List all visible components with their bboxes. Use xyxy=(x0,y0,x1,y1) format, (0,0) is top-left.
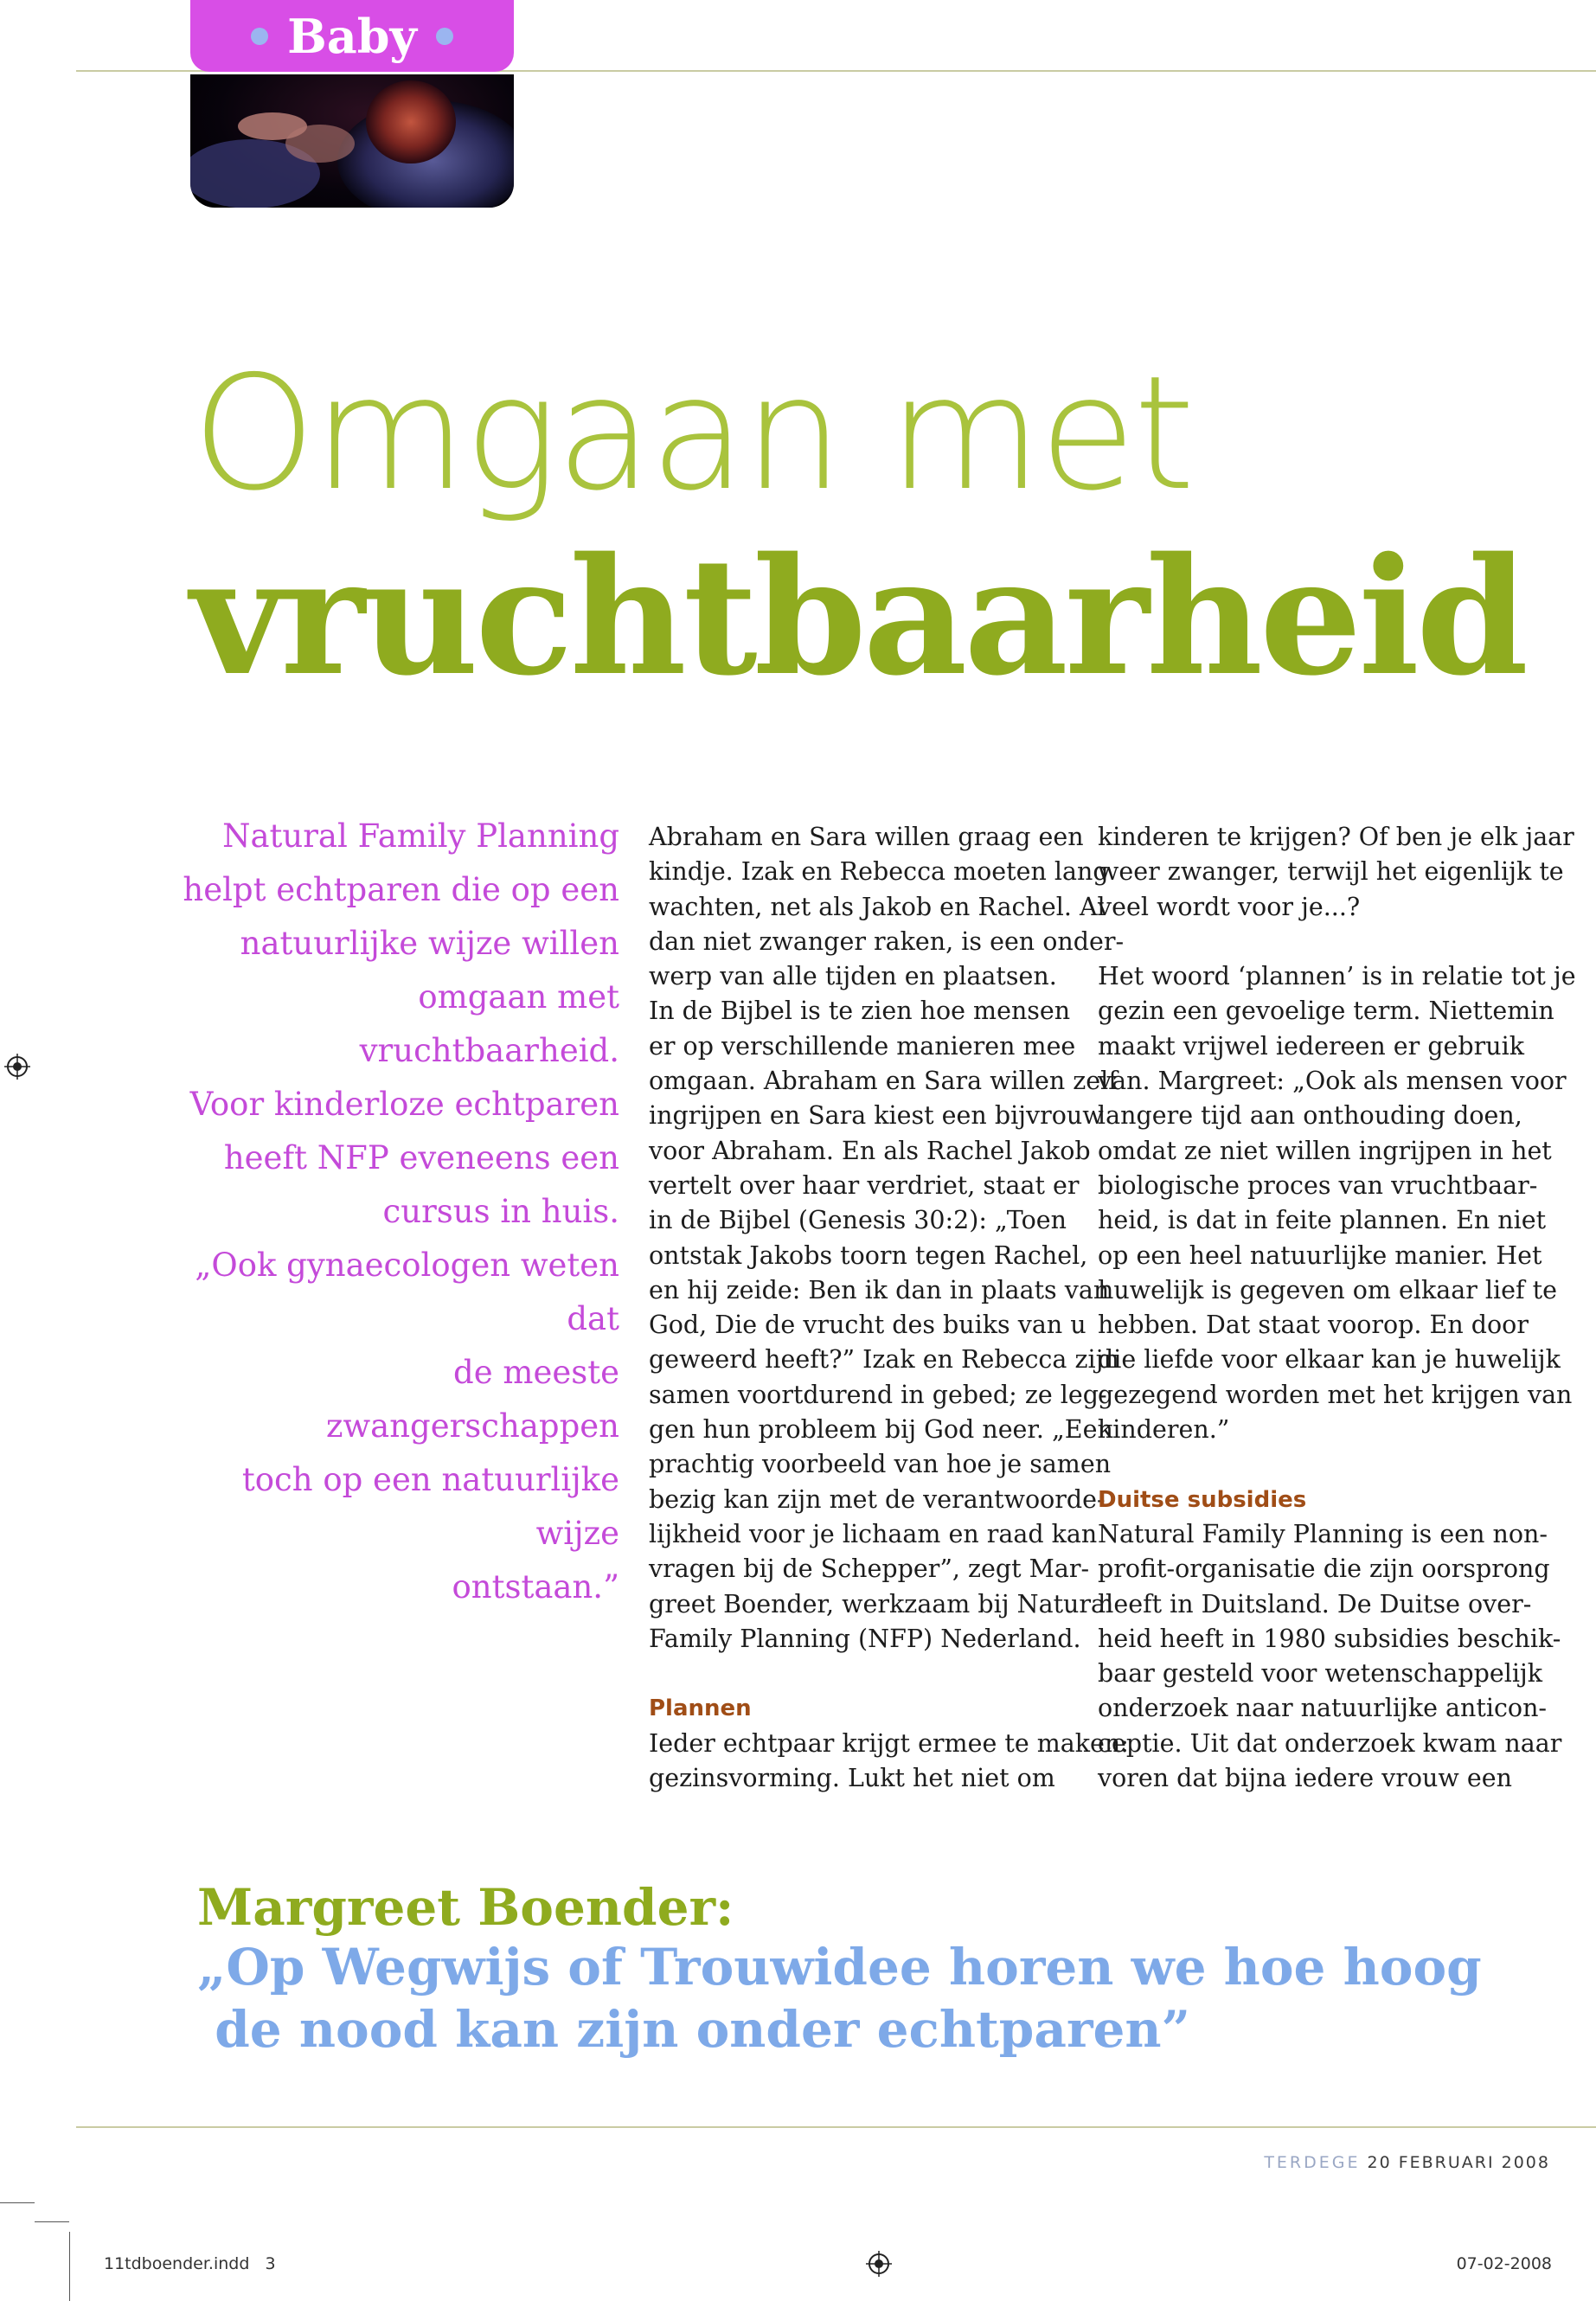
body-text-line: van. Margreet: „Ook als mensen voor xyxy=(1098,1067,1567,1096)
body-text-line: omdat ze niet willen ingrijpen in het xyxy=(1098,1136,1552,1165)
column-1-paragraph xyxy=(649,820,1129,1657)
body-column-1 xyxy=(649,820,1129,1796)
column-1-paragraph-2 xyxy=(649,1727,1129,1797)
crop-mark xyxy=(69,2232,70,2301)
pull-quote-name: Margreet Boender: xyxy=(197,1878,734,1937)
body-text-line: kindje. Izak en Rebecca moeten lang xyxy=(649,857,1109,887)
body-text-line: die liefde voor elkaar kan je huwelijk xyxy=(1098,1345,1561,1375)
body-text-line: heid, is dat in feite plannen. En niet xyxy=(1098,1206,1547,1235)
subhead-plannen: Plannen xyxy=(649,1695,752,1722)
body-text-line: biologische proces van vruchtbaar- xyxy=(1098,1170,1538,1200)
running-footer xyxy=(1264,2153,1550,2172)
body-text-line: werp van alle tijden en plaatsen. xyxy=(649,962,1057,991)
body-text-line: ingrijpen en Sara kiest een bijvrouw xyxy=(649,1101,1104,1131)
body-text-line: Family Planning (NFP) Nederland. xyxy=(649,1624,1081,1653)
body-text-line: Natural Family Planning is een non- xyxy=(1098,1519,1548,1548)
paragraph-gap xyxy=(1098,925,1576,959)
body-text-line: en hij zeide: Ben ik dan in plaats van xyxy=(649,1275,1110,1304)
crop-mark xyxy=(35,2221,69,2222)
headline-line2: vruchtbaarheid xyxy=(190,522,1526,711)
body-text-line: greet Boender, werkzaam bij Natural xyxy=(649,1589,1114,1618)
body-text-line: weer zwanger, terwijl het eigenlijk te xyxy=(1098,857,1564,887)
pull-quote-text: „Op Wegwijs of Trouwidee horen we hoe hoog de nood kan zijn onder echtparen” xyxy=(197,1938,1482,2059)
body-text-line: Abraham en Sara willen graag een xyxy=(649,823,1084,851)
paragraph-gap xyxy=(649,1657,1129,1691)
body-text-line: God, Die de vrucht des buiks van u xyxy=(649,1311,1086,1340)
intro-text: Natural Family Planning helpt echtparen die op een natuurlijke wijze willen omgaan met vruchtbaarheid. Voor kinderloze echtparen heeft NFP eveneens een cursus in huis. „Ook gynaecologen weten dat de meeste zwangerschappen toch op een natuurlijke wijze ontstaan.” xyxy=(183,817,619,1606)
section-tab xyxy=(190,0,514,72)
body-text-line: gezinsvorming. Lukt het niet om xyxy=(649,1764,1055,1793)
body-text-line: voren dat bijna iedere vrouw een xyxy=(1098,1764,1512,1793)
column-2-paragraph-3 xyxy=(1098,1517,1576,1796)
column-2-paragraph-1 xyxy=(1098,820,1576,925)
bullet-dot-icon xyxy=(436,28,453,45)
registration-mark-icon xyxy=(866,2251,892,2277)
body-text-line: profit-organisatie die zijn oorsprong xyxy=(1098,1554,1550,1584)
sleeping-baby-image xyxy=(190,74,514,208)
body-text-line: baar gesteld voor wetenschappelijk xyxy=(1098,1659,1543,1689)
footer-rule xyxy=(76,2126,1596,2128)
body-text-line: onderzoek naar natuurlijke anticon- xyxy=(1098,1694,1548,1723)
body-text-line: veel wordt voor je...? xyxy=(1098,892,1361,921)
body-text-line: er op verschillende manieren mee xyxy=(649,1031,1076,1061)
body-text-line: op een heel natuurlijke manier. Het xyxy=(1098,1240,1542,1270)
body-text-line: Het woord ‘plannen’ is in relatie tot je xyxy=(1098,962,1576,991)
registration-mark-icon xyxy=(4,1054,30,1080)
body-text-line: samen voortdurend in gebed; ze leg- xyxy=(649,1380,1107,1409)
body-text-line: wachten, net als Jakob en Rachel. Al xyxy=(649,892,1106,921)
body-text-line: gezegend worden met het krijgen van xyxy=(1098,1380,1573,1409)
crop-mark xyxy=(0,2202,35,2203)
body-column-2 xyxy=(1098,820,1576,1796)
paragraph-gap xyxy=(1098,1447,1576,1482)
body-text-line: heeft in Duitsland. De Duitse over- xyxy=(1098,1589,1532,1618)
slug-filename: 11tdboender.indd 3 xyxy=(104,2254,276,2273)
body-text-line: kinderen.” xyxy=(1098,1415,1230,1445)
bullet-dot-icon xyxy=(251,28,268,45)
issue-date: 20 FEBRUARI 2008 xyxy=(1367,2153,1550,2172)
magazine-name: TERDEGE xyxy=(1264,2153,1361,2172)
section-tab-label: Baby xyxy=(287,8,417,64)
body-text-line: ceptie. Uit dat onderzoek kwam naar xyxy=(1098,1728,1562,1758)
body-text-line: huwelijk is gegeven om elkaar lief te xyxy=(1098,1275,1557,1304)
body-text-line: prachtig voorbeeld van hoe je samen xyxy=(649,1450,1112,1479)
body-text-line: in de Bijbel (Genesis 30:2): „Toen xyxy=(649,1206,1067,1235)
body-text-line: gezin een gevoelige term. Niettemin xyxy=(1098,997,1554,1026)
body-text-line: ontstak Jakobs toorn tegen Rachel, xyxy=(649,1240,1088,1270)
body-text-line: hebben. Dat staat voorop. En door xyxy=(1098,1311,1529,1340)
column-2-paragraph-2 xyxy=(1098,959,1576,1447)
body-text-line: heid heeft in 1980 subsidies beschik- xyxy=(1098,1624,1561,1653)
body-text-line: maakt vrijwel iedereen er gebruik xyxy=(1098,1031,1525,1061)
body-text-line: dan niet zwanger raken, is een onder- xyxy=(649,926,1125,956)
sleeping-baby-photo xyxy=(190,74,514,208)
body-text-line: In de Bijbel is te zien hoe mensen xyxy=(649,997,1071,1026)
body-text-line: omgaan. Abraham en Sara willen zelf xyxy=(649,1067,1118,1096)
body-text-line: kinderen te krijgen? Of ben je elk jaar xyxy=(1098,823,1574,851)
body-text-line: gen hun probleem bij God neer. „Een xyxy=(649,1415,1113,1445)
slug-date: 07-02-2008 xyxy=(1456,2254,1552,2273)
headline-line1: Omgaan met xyxy=(192,342,1193,525)
subhead-duitse-subsidies: Duitse subsidies xyxy=(1098,1486,1307,1513)
body-text-line: langere tijd aan onthouding doen, xyxy=(1098,1101,1522,1131)
body-text-line: geweerd heeft?” Izak en Rebecca zijn xyxy=(649,1345,1119,1375)
body-text-line: vertelt over haar verdriet, staat er xyxy=(649,1170,1080,1200)
body-text-line: vragen bij de Schepper”, zegt Mar- xyxy=(649,1554,1090,1584)
body-text-line: voor Abraham. En als Rachel Jakob xyxy=(649,1136,1091,1165)
body-text-line: lijkheid voor je lichaam en raad kan xyxy=(649,1519,1098,1548)
body-text-line: Ieder echtpaar krijgt ermee te maken: xyxy=(649,1728,1129,1758)
body-text-line: bezig kan zijn met de verantwoorde- xyxy=(649,1484,1106,1514)
